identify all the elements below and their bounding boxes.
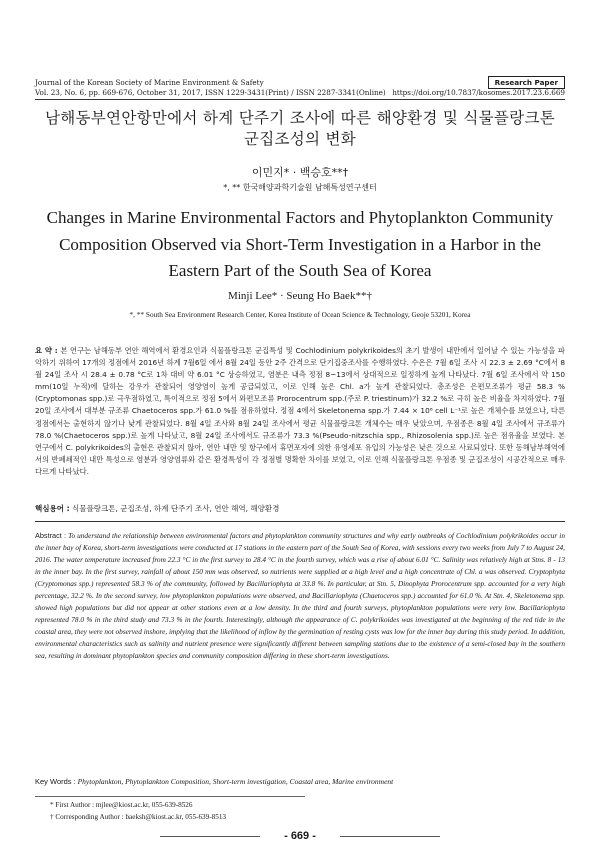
page-number: - 669 - bbox=[284, 830, 316, 842]
footnote-corresponding-author: † Corresponding Author : baeksh@kiost.ac.kr, 055-639-8513 bbox=[50, 813, 227, 821]
korean-keywords bbox=[35, 503, 279, 514]
footnote-first-author: * First Author : mjlee@kiost.ac.kr, 055-639-8526 bbox=[50, 801, 193, 809]
english-keywords-label: Key Words : bbox=[35, 777, 76, 786]
english-abstract-label: Abstract : bbox=[35, 531, 67, 540]
journal-name: Journal of the Korean Society of Marine Environment & Safety bbox=[35, 78, 264, 87]
korean-abstract bbox=[35, 345, 565, 478]
english-authors: Minji Lee* · Seung Ho Baek**† bbox=[228, 290, 372, 302]
english-affiliation: *, ** South Sea Environment Research Center, Korea Institute of Ocean Science & Technology, Geoje 53201, Korea bbox=[129, 310, 471, 319]
korean-abstract-text: 본 연구는 남해동부 연안 해역에서 환경요인과 식물플랑크톤 군집특성 및 Cochlodinium polykrikoides의 초기 발생이 내만에서 일어날 수 있는 가능성을 파악하기 위하여 17개의 정점에서 2016년 하계 7월6일 에서 8월 24일 동안 2주 간격으로 단기집중조사를 수행하였다. 수온은 7월 6일 조사 시 22.3 ± 2.69 °C에서 8월 24일 조사 시 28.4 ± 0.78 °C로 1차 대비 약 6.01 °C 상승하였고, 염분은 내측 정점 8~13에서 상대적으로 일정하게 높게 나타났다. 7월 6일 조사에서 약 150 mm(10일 누적)에 달하는 강우가 관찰되어 영양염이 높게 공급되었고, 이로 인해 높은 Chl. a가 높게 관찰되었다. 총조성은 은편모조류가 평균 58.3 %(Cryptomonas spp.)로 극우점하였고, 특이적으로 정점 5에서 와편모조류 Prorocentrum spp.(주로 P. triestinum)가 32.2 %로 극히 높은 비율을 차지하였다. 7월 20일 조사에서 대부분 규조류 Chaetoceros spp.가 61.0 %를 점유하였다. 정점 4에서 Skeletonema spp.가 7.44 × 10⁶ cell L⁻¹로 높은 개체수를 보였으나, 다른 정점에서는 출현하지 않기나 낮게 관찰되었다. 8월 4일 조사와 8월 24일 조사에서 평균 식물플랑크톤 개체수는 매우 낮았으며, 우점종은 8월 4일 조사에서 규조류가 78.0 %(Chaetoceros spp.)로 높게 나타났고, 8월 24일 조사에서도 규조류가 73.3 %(Pseudo-nitzschia spp., Rhizosolenia spp.)로 높은 점유율을 보였다. 본 연구에서 C. polykrikoides의 출현은 관찰되지 않아, 연안 내만 및 항구에서 휴면포자에 의한 유영세포 유입의 가능성은 낮은 것으로 사료되었다. 또한 동해남부해역에서의 반폐쇄적인 내만 특성으로 염분과 영양염류와 같은 환경특성이 각 정점별 명확한 차이를 보였고, 이로 인해 식물플랑크톤 우점종 및 군집조성이 시공간적으로 매우 다르게 나타났다. bbox=[35, 346, 565, 476]
article-type-badge: Research Paper bbox=[488, 76, 565, 89]
journal-volume: Vol. 23, No. 6, pp. 669-676, October 31, 2017, ISSN 1229-3431(Print) / ISSN 2287-3341(Online) bbox=[35, 88, 386, 97]
section-rule bbox=[35, 521, 565, 522]
korean-authors: 이민지* · 백승호**† bbox=[251, 166, 349, 179]
english-title: Changes in Marine Environmental Factors and Phytoplankton Community Composition Observed via Short-Term Investigation in a Harbor in the Eastern Part of the South Sea of Korea bbox=[46, 208, 554, 280]
korean-title: 남해동부연안항만에서 하계 단주기 조사에 따른 해양환경 및 식물플랑크톤 군집조성의 변화 bbox=[44, 109, 556, 148]
english-abstract bbox=[35, 530, 565, 662]
korean-affiliation: *, ** 한국해양과학기술원 남해특성연구센터 bbox=[223, 183, 377, 192]
english-abstract-text: To understand the relationship between environmental factors and phytoplankton community structures and why early outbreaks of Cochlodinium polykrikoides occur in the inner bay of Korea, short-term investigations were conducted at 17 stations in the eastern part of the South Sea of Korea, with sessions every two weeks from July 7 to August 24, 2016. The water temperature increased from 22.3 °C in the first survey to 28.4 °C in the fourth survey, which was a rise of about 6.01 °C. Salinity was relatively high at Stns. 8 - 13 in the inner bay. In the first survey, rainfall of about 150 mm was observed, so nutrients were supplied at a high level and a high concentrate of Chl. a was observed. Cryptophyta (Cryptomonas spp.) represented 58.3 % of the community, followed by Bacillariophyta at 33.8 %. In particular, at Stn. 5, Dinophyta Prorocentrum spp. accounted for a very high percentage, 32.2 %. In the second survey, low phytoplankton populations were observed, and Bacillariophyta (Chaetoceros spp.) accounted for 61.0 %. At Stn. 4, Skeletonema spp. showed high populations but did not appear at other stations even at a low density. In the third and fourth surveys, phytoplankton populations were very low. Bacillariophyta represented 78.0 % in the third study and 73.3 % in the fourth. Interestingly, although the appearance of C. polykrikoides was investigated at the beginning of the red tide in the coastal area, they were not observed inshore, implying that the likelihood of inflow by the germination of resting cysts was low for the inner bay during this study period. In addition, environmental characteristics such as salinity and nutrient presence were significantly different between sampling stations due to the existence of a semi-closed bay in the southern sea, resulting in dominant phytoplankton species and community composition differing in these short-term investigations. bbox=[35, 531, 565, 660]
korean-keywords-text: 식물플랑크톤, 군집조성, 하계 단주기 조사, 연안 해역, 해양환경 bbox=[69, 504, 280, 513]
footnote-rule bbox=[35, 796, 305, 797]
korean-keywords-label: 핵심용어 : bbox=[35, 504, 70, 513]
doi-link[interactable]: https://doi.org/10.7837/kosomes.2017.23.6.669 bbox=[392, 88, 565, 97]
english-keywords bbox=[35, 777, 393, 786]
english-keywords-text: Phytoplankton, Phytoplankton Composition, Short-term investigation, Coastal area, Marine environment bbox=[75, 777, 394, 786]
header-rule bbox=[35, 99, 565, 100]
journal-info bbox=[35, 78, 386, 98]
korean-abstract-label: 요 약 : bbox=[35, 346, 58, 355]
